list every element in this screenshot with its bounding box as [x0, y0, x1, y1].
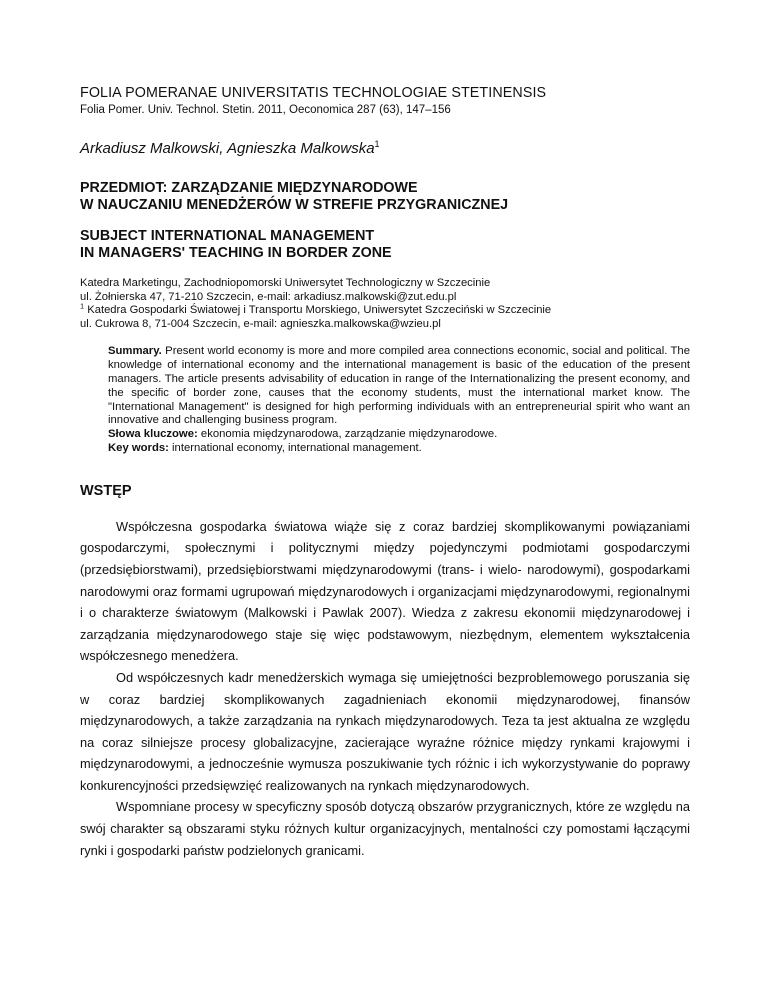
paragraph: Wspomniane procesy w specyficzny sposób dotyczą obszarów przygranicznych, które ze względu na swój charakter są obszarami styku różnych kultur organizacyjnych, mentalności czy pomostami łączącymi rynki i gospodarki państw podzielonych granicami. — [80, 799, 690, 858]
affiliation-line-3-text: Katedra Gospodarki Światowej i Transportu Morskiego, Uniwersytet Szczeciński w Szczecinie — [84, 304, 552, 317]
author-footnote-mark: 1 — [374, 139, 380, 149]
affiliation-line-1: Katedra Marketingu, Zachodniopomorski Uniwersytet Technologiczny w Szczecinie — [80, 277, 491, 289]
affiliation-line-3 — [80, 301, 690, 318]
title-english-line-2: IN MANAGERS' TEACHING IN BORDER ZONE — [80, 245, 392, 261]
keywords-polish — [108, 428, 690, 442]
title-english-line-1: SUBJECT INTERNATIONAL MANAGEMENT — [80, 228, 375, 244]
abstract — [108, 345, 690, 455]
title-polish-line-2: W NAUCZANIU MENEDŻERÓW W STREFIE PRZYGRANICZNEJ — [80, 197, 509, 213]
keywords-english — [108, 442, 690, 456]
journal-title: FOLIA POMERANAE UNIVERSITATIS TECHNOLOGIAE STETINENSIS — [80, 85, 547, 101]
paragraph: Współczesna gospodarka światowa wiąże się z coraz bardziej skomplikowanymi powiązaniami gospodarczymi, społecznymi i politycznymi między pojedynczymi podmiotami gospodarczymi (przedsiębiorstwami), przedsiębiorstwami międzynarodowymi (trans- i wielo- narodowymi), gospodarkami narodowymi oraz formami ugrupowań międzynarodowych i organizacjami międzynarodowymi, regionalnymi i o charakterze światowym (Malkowski i Pawlak 2007). Wiedza z zakresu ekonomii międzynarodowej i zarządzania międzynarodowego staje się więc podstawowym, niezbędnym, elementem wykształcenia współczesnego menedżera. — [80, 518, 690, 664]
title-english — [80, 228, 690, 262]
summary-text: Present world economy is more and more compiled area connections economic, social and political. The knowledge of international economy and the international management is basic of the education of the present managers. The article presents advisability of education in range of the Internationalizing the present economy, and the specific of border zone, causes that the economy students, must the international market know. The "International Management" is designed for high performing individuals with an entrepreneurial spirit who want an innovative and challenging business program. — [108, 345, 690, 427]
paragraph: Od współczesnych kadr menedżerskich wymaga się umiejętności bezproblemowego poruszania się w coraz bardziej skomplikowanych zagadnieniach ekonomii międzynarodowej, finansów międzynarodowych, a także zarządzania na rynkach międzynarodowych. Teza ta jest aktualna ze względu na coraz silniejsze procesy globalizacyjne, zacierające wyraźne różnice między rynkami krajowymi i międzynarodowymi, a jednocześnie wymusza poszukiwanie tych różnic i ich wykorzystywanie do poprawy konkurencyjności przedsięwzięć realizowanych na rynkach międzynarodowych. — [80, 669, 690, 793]
keywords-polish-label: Słowa kluczowe: — [108, 428, 198, 441]
section-heading: WSTĘP — [80, 482, 132, 499]
summary-label: Summary. — [108, 345, 162, 358]
affiliation-footnote-mark: 1 — [80, 301, 85, 311]
affiliation-line-2: ul. Żołnierska 47, 71-210 Szczecin, e-mail: arkadiusz.malkowski@zut.edu.pl — [80, 290, 457, 303]
authors — [80, 140, 690, 158]
keywords-polish-text: ekonomia międzynarodowa, zarządzanie międzynarodowe. — [197, 428, 498, 441]
author-names: Arkadiusz Malkowski, Agnieszka Malkowska — [80, 140, 375, 157]
keywords-english-label: Key words: — [108, 441, 169, 454]
summary — [108, 345, 690, 428]
affiliations — [80, 277, 690, 331]
paper-page — [80, 85, 690, 861]
title-polish — [80, 180, 690, 214]
journal-citation: Folia Pomer. Univ. Technol. Stetin. 2011, Oeconomica 287 (63), 147–156 — [80, 104, 451, 116]
affiliation-line-4: ul. Cukrowa 8, 71-004 Szczecin, e-mail: agnieszka.malkowska@wzieu.pl — [80, 317, 441, 330]
section-body — [80, 516, 690, 862]
keywords-english-text: international economy, international management. — [168, 441, 422, 454]
title-polish-line-1: PRZEDMIOT: ZARZĄDZANIE MIĘDZYNARODOWE — [80, 180, 418, 196]
